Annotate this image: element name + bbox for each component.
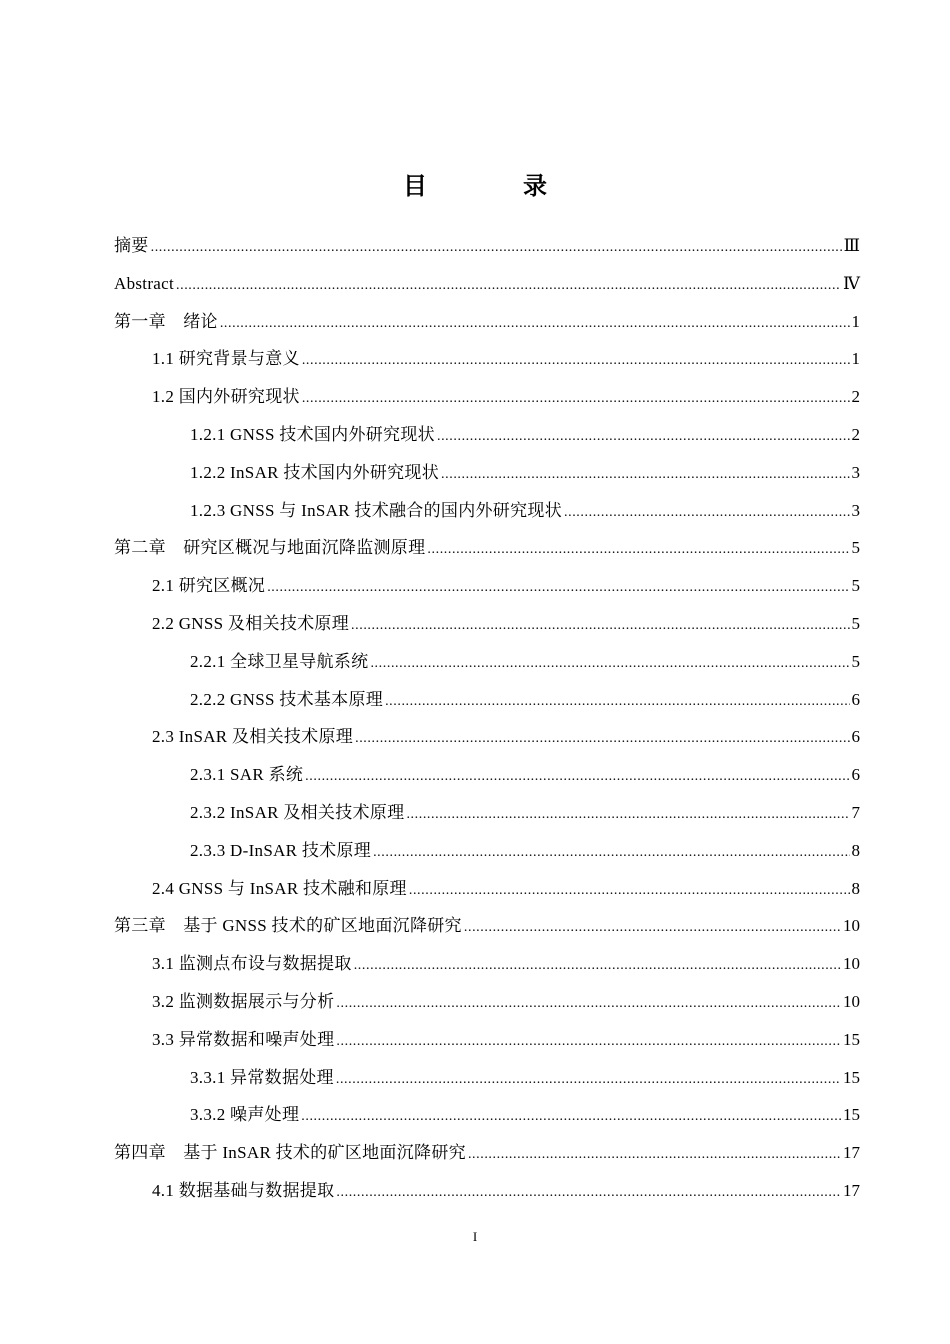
toc-entry-label: 1.2.3 GNSS 与 InSAR 技术融合的国内外研究现状 xyxy=(190,500,562,520)
toc-entry-label: 3.2 监测数据展示与分析 xyxy=(152,991,335,1011)
toc-dot-leader xyxy=(151,229,842,267)
toc-dot-leader xyxy=(176,267,841,305)
toc-dot-leader xyxy=(409,872,850,910)
toc-entry-page-number: 6 xyxy=(851,727,860,747)
toc-entry-label: 1.1 研究背景与意义 xyxy=(152,349,300,369)
toc-entry[interactable] xyxy=(114,567,860,605)
toc-entry[interactable] xyxy=(114,681,860,719)
toc-entry-label: 2.2 GNSS 及相关技术原理 xyxy=(152,613,350,633)
toc-dot-leader xyxy=(441,456,849,494)
toc-dot-leader xyxy=(468,1136,841,1174)
toc-entry[interactable] xyxy=(114,983,860,1021)
toc-dot-leader xyxy=(354,947,841,985)
toc-entry-page-number: 15 xyxy=(843,1029,860,1049)
toc-entry-page-number: 10 xyxy=(843,954,860,974)
toc-entry-page-number: 17 xyxy=(843,1180,860,1200)
toc-entry-label: 2.2.2 GNSS 技术基本原理 xyxy=(190,689,384,709)
toc-entry[interactable] xyxy=(114,303,860,341)
toc-entry[interactable] xyxy=(114,340,860,378)
toc-entry-label: 1.2.2 InSAR 技术国内外研究现状 xyxy=(190,462,440,482)
toc-entry[interactable] xyxy=(114,907,860,945)
toc-entry[interactable] xyxy=(114,832,860,870)
toc-entry[interactable] xyxy=(114,643,860,681)
toc-entry-label: 3.3.2 噪声处理 xyxy=(190,1105,300,1125)
toc-entry-label: 1.2 国内外研究现状 xyxy=(152,387,300,407)
toc-entry-page-number: 3 xyxy=(851,500,860,520)
toc-entry[interactable] xyxy=(114,794,860,832)
toc-entry[interactable] xyxy=(114,945,860,983)
toc-dot-leader xyxy=(267,569,849,607)
toc-entry[interactable] xyxy=(114,227,860,265)
toc-dot-leader xyxy=(370,645,849,683)
toc-entry-page-number: 3 xyxy=(851,462,860,482)
toc-entry-page-number: 17 xyxy=(843,1143,860,1163)
toc-entry-label: 第四章 基于 InSAR 技术的矿区地面沉降研究 xyxy=(114,1143,466,1163)
toc-dot-leader xyxy=(336,1023,841,1061)
toc-dot-leader xyxy=(385,683,849,721)
toc-entry[interactable] xyxy=(114,1134,860,1172)
toc-dot-leader xyxy=(301,1098,841,1136)
toc-entry[interactable] xyxy=(114,492,860,530)
toc-dot-leader xyxy=(220,305,850,343)
toc-entry[interactable] xyxy=(114,718,860,756)
toc-dot-leader xyxy=(336,985,841,1023)
toc-entry[interactable] xyxy=(114,454,860,492)
table-of-contents xyxy=(114,227,860,1210)
toc-entry-page-number: 15 xyxy=(843,1067,860,1087)
toc-entry[interactable] xyxy=(114,378,860,416)
toc-entry-page-number: 6 xyxy=(851,765,860,785)
toc-dot-leader xyxy=(351,607,849,645)
toc-entry[interactable] xyxy=(114,870,860,908)
toc-entry-page-number: 5 xyxy=(851,651,860,671)
toc-entry-label: 第二章 研究区概况与地面沉降监测原理 xyxy=(114,538,426,558)
toc-entry-label: 第三章 基于 GNSS 技术的矿区地面沉降研究 xyxy=(114,916,462,936)
toc-entry-page-number: 2 xyxy=(851,424,860,444)
toc-entry-page-number: 5 xyxy=(851,538,860,558)
toc-entry-label: 摘要 xyxy=(114,236,149,255)
toc-entry-label: 2.3.2 InSAR 及相关技术原理 xyxy=(190,802,405,822)
toc-dot-leader xyxy=(355,720,849,758)
toc-dot-leader xyxy=(564,494,850,532)
toc-dot-leader xyxy=(336,1174,841,1212)
toc-entry-page-number: 8 xyxy=(851,878,860,898)
toc-dot-leader xyxy=(373,834,849,872)
toc-entry-page-number: Ⅳ xyxy=(843,273,860,293)
page-title: 目 录 xyxy=(403,172,583,200)
toc-entry[interactable] xyxy=(114,1172,860,1210)
toc-dot-leader xyxy=(336,1061,841,1099)
toc-entry[interactable] xyxy=(114,1021,860,1059)
toc-entry-page-number: 10 xyxy=(843,916,860,936)
toc-entry-label: 1.2.1 GNSS 技术国内外研究现状 xyxy=(190,424,435,444)
toc-entry-page-number: Ⅲ xyxy=(843,236,860,255)
toc-entry-label: 4.1 数据基础与数据提取 xyxy=(152,1180,335,1200)
toc-entry-label: 2.1 研究区概况 xyxy=(152,576,266,596)
toc-entry-page-number: 1 xyxy=(851,311,860,331)
toc-entry-page-number: 7 xyxy=(851,802,860,822)
toc-dot-leader xyxy=(406,796,849,834)
toc-entry-label: 2.3.1 SAR 系统 xyxy=(190,765,304,785)
toc-entry-label: 2.2.1 全球卫星导航系统 xyxy=(190,651,369,671)
toc-entry[interactable] xyxy=(114,1096,860,1134)
toc-dot-leader xyxy=(302,342,850,380)
toc-entry-page-number: 15 xyxy=(843,1105,860,1125)
toc-entry[interactable] xyxy=(114,265,860,303)
toc-entry-label: Abstract xyxy=(114,273,174,293)
footer-page-number: I xyxy=(472,1229,478,1244)
toc-entry-page-number: 6 xyxy=(851,689,860,709)
toc-entry-page-number: 5 xyxy=(851,613,860,633)
toc-dot-leader xyxy=(437,418,850,456)
toc-dot-leader xyxy=(302,380,850,418)
toc-entry-page-number: 8 xyxy=(851,840,860,860)
toc-dot-leader xyxy=(305,758,849,796)
toc-entry-label: 3.3.1 异常数据处理 xyxy=(190,1067,334,1087)
toc-entry[interactable] xyxy=(114,1059,860,1097)
toc-entry[interactable] xyxy=(114,756,860,794)
toc-dot-leader xyxy=(427,531,849,569)
toc-entry-label: 3.1 监测点布设与数据提取 xyxy=(152,954,352,974)
toc-entry-label: 2.3.3 D-InSAR 技术原理 xyxy=(190,840,372,860)
toc-entry[interactable] xyxy=(114,529,860,567)
toc-entry[interactable] xyxy=(114,416,860,454)
toc-entry[interactable] xyxy=(114,605,860,643)
toc-entry-label: 2.4 GNSS 与 InSAR 技术融和原理 xyxy=(152,878,407,898)
toc-entry-label: 2.3 InSAR 及相关技术原理 xyxy=(152,727,354,747)
toc-entry-label: 3.3 异常数据和噪声处理 xyxy=(152,1029,335,1049)
toc-dot-leader xyxy=(464,909,841,947)
toc-entry-page-number: 10 xyxy=(843,991,860,1011)
toc-entry-page-number: 1 xyxy=(851,349,860,369)
toc-entry-page-number: 5 xyxy=(851,576,860,596)
toc-entry-label: 第一章 绪论 xyxy=(114,311,218,331)
toc-entry-page-number: 2 xyxy=(851,387,860,407)
